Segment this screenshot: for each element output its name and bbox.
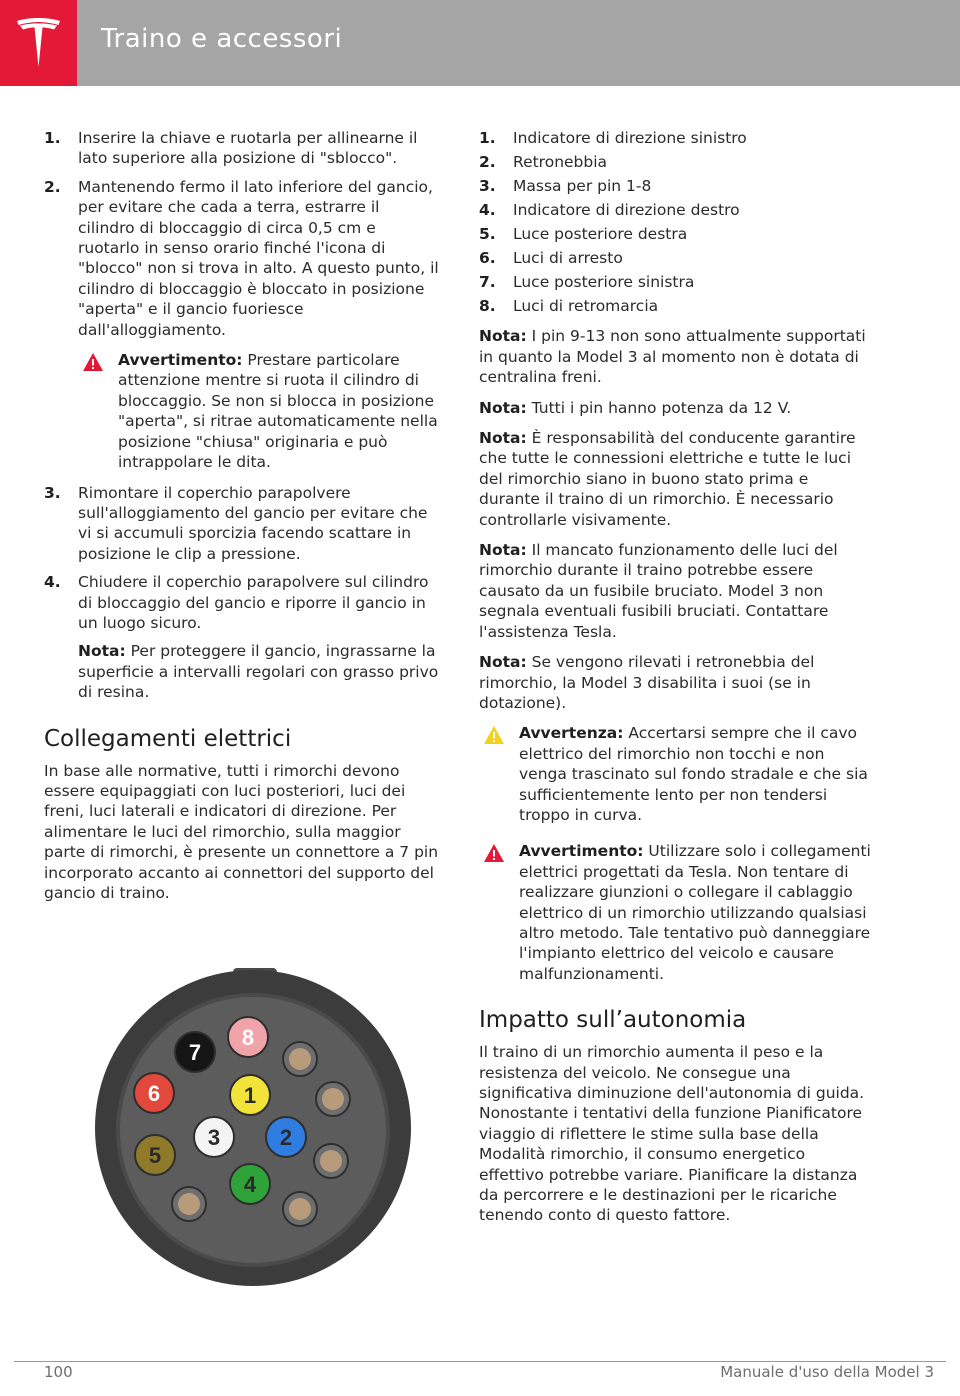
pin-number: 7. bbox=[479, 273, 496, 291]
pin-list-item bbox=[479, 128, 874, 148]
note-label: Nota: bbox=[78, 642, 126, 661]
pin-description: Retronebbia bbox=[513, 153, 608, 171]
step-number: 2. bbox=[44, 177, 61, 196]
note-text: Tutti i pin hanno potenza da 12 V. bbox=[526, 398, 792, 417]
page-header bbox=[0, 0, 960, 86]
warning-triangle-icon bbox=[483, 843, 505, 863]
step-text: Rimontare il coperchio parapolvere sull'alloggiamento del gancio per evitare che vi si accumuli sporcizia facendo scattare in posizione le clip a pressione. bbox=[78, 483, 428, 563]
note-text: Se vengono rilevati i retronebbia del rimorchio, la Model 3 disabilita i suoi (se in dotazione). bbox=[479, 653, 815, 712]
pin-description: Indicatore di direzione destro bbox=[513, 201, 740, 219]
pin-number: 8. bbox=[479, 297, 496, 315]
manual-title: Manuale d'uso della Model 3 bbox=[720, 1363, 934, 1381]
pin-label: 7 bbox=[188, 1040, 202, 1065]
step-number: 1. bbox=[44, 129, 61, 147]
pin-list-item bbox=[479, 272, 874, 292]
pin-list-item bbox=[479, 200, 874, 220]
pin-number: 2. bbox=[479, 153, 496, 171]
pin-3 bbox=[194, 1117, 234, 1157]
pin-label: 4 bbox=[243, 1172, 257, 1197]
step-text: Inserire la chiave e ruotarla per allinearne il lato superiore alla posizione di "sblocco". bbox=[78, 129, 418, 168]
caution-notice bbox=[479, 723, 874, 825]
page-number: 100 bbox=[44, 1363, 73, 1381]
warning-triangle-icon bbox=[82, 352, 104, 372]
pin-7 bbox=[175, 1032, 215, 1072]
note-blown-fuse bbox=[479, 540, 874, 642]
empty-pin-contact bbox=[289, 1198, 311, 1220]
footer-divider bbox=[14, 1361, 946, 1362]
note-label: Nota: bbox=[479, 429, 527, 448]
warning-notice bbox=[479, 841, 874, 984]
step-item bbox=[44, 128, 440, 169]
caution-label: Avvertenza: bbox=[519, 724, 624, 743]
pin-label: 2 bbox=[279, 1125, 293, 1150]
pin-label: 8 bbox=[241, 1025, 255, 1050]
pin-list-item bbox=[479, 296, 874, 316]
pin-label: 6 bbox=[147, 1081, 161, 1106]
note-text: I pin 9-13 non sono attualmente supportati in quanto la Model 3 al momento non è dotata di centralina freni. bbox=[479, 327, 866, 387]
note-label: Nota: bbox=[479, 398, 527, 417]
tesla-logo-icon bbox=[15, 17, 62, 69]
pin-8 bbox=[228, 1017, 268, 1057]
warning-label: Avvertimento: bbox=[519, 842, 644, 861]
pin-description: Luce posteriore destra bbox=[513, 225, 688, 243]
empty-pin bbox=[314, 1144, 348, 1178]
pin-4 bbox=[230, 1164, 270, 1204]
empty-pin bbox=[283, 1192, 317, 1226]
note-label: Nota: bbox=[479, 541, 527, 560]
warning-notice bbox=[78, 350, 440, 472]
empty-pin bbox=[172, 1187, 206, 1221]
note-text: Il mancato funzionamento delle luci del rimorchio durante il traino potrebbe essere causato da un fusibile bruciato. Model 3 non segnala eventuali fusibili bruciati. Contattare l'assistenza Tesla. bbox=[479, 541, 838, 641]
note-grease bbox=[44, 641, 440, 702]
pin-number: 4. bbox=[479, 201, 496, 219]
note-label: Nota: bbox=[479, 327, 527, 346]
caution-triangle-icon bbox=[483, 725, 505, 745]
empty-pin bbox=[283, 1042, 317, 1076]
brand-logo-box bbox=[0, 0, 77, 86]
section-body-electrical: In base alle normative, tutti i rimorchi devono essere equipaggiati con luci posteriori, luci dei freni, luci laterali e indicatori di direzione. Per alimentare le luci del rimorchio, sulla maggior parte di rimorchi, è presente un connettore a 7 pin incorporato accanto ai connettori del supporto del gancio di traino. bbox=[44, 761, 439, 902]
pin-list-item bbox=[479, 152, 874, 172]
step-item bbox=[44, 483, 440, 565]
pin-6 bbox=[134, 1073, 174, 1113]
pin-description: Indicatore di direzione sinistro bbox=[513, 129, 747, 147]
section-title-electrical: Collegamenti elettrici bbox=[44, 725, 292, 752]
pin-description: Luci di arresto bbox=[513, 249, 623, 267]
pin-number: 3. bbox=[479, 177, 496, 195]
step-number: 3. bbox=[44, 483, 61, 502]
note-text: È responsabilità del conducente garantire che tutte le connessioni elettriche e tutte le luci del rimorchio siano in buono stato prima e durante il traino di un rimorchio. È necessario controllarle visivamente. bbox=[479, 429, 856, 529]
page-title: Traino e accessori bbox=[101, 24, 343, 54]
connector-diagram bbox=[93, 968, 413, 1288]
pin-label: 5 bbox=[148, 1143, 162, 1168]
pin-number: 5. bbox=[479, 225, 496, 243]
empty-pin-contact bbox=[289, 1048, 311, 1070]
pin-label: 3 bbox=[207, 1125, 221, 1150]
pin-label: 1 bbox=[243, 1083, 257, 1108]
note-fog-lights bbox=[479, 652, 874, 713]
pin-description: Luci di retromarcia bbox=[513, 297, 659, 315]
warning-text: Utilizzare solo i collegamenti elettrici progettati da Tesla. Non tentare di realizzare giunzioni o collegare il cablaggio elettrico di un rimorchio utilizzando qualsiasi altro metodo. Tale tentativo può danneggiare l'impianto elettrico del veicolo e causare malfunzionamenti. bbox=[519, 842, 871, 983]
warning-text: Prestare particolare attenzione mentre si ruota il cilindro di bloccaggio. Se non si blocca in posizione "aperta", si ritrae automaticamente nella posizione "chiusa" originaria e può intrappolare le dita. bbox=[118, 351, 438, 472]
left-column bbox=[44, 128, 440, 903]
note-pin-voltage bbox=[479, 398, 874, 418]
pin-list-item bbox=[479, 224, 874, 244]
caution-text: Accertarsi sempre che il cavo elettrico del rimorchio non tocchi e non venga trascinato sul fondo stradale e che sia sufficientemente lento per non tendersi troppo in curva. bbox=[519, 724, 868, 824]
section-body-range: Il traino di un rimorchio aumenta il peso e la resistenza del veicolo. Ne consegue una significativa diminuzione dell'autonomia di guida. Nonostante i tentativi della funzione Pianificatore viaggio di riflettere le stime sulla base della Modalità rimorchio, il consumo energetico effettivo potrebbe variare. Pianificare la distanza da percorrere e le destinazioni per le ricariche tenendo conto di questo fattore. bbox=[479, 1043, 865, 1225]
pin-number: 1. bbox=[479, 129, 496, 147]
pin-description: Luce posteriore sinistra bbox=[513, 273, 695, 291]
note-driver-responsibility bbox=[479, 428, 874, 530]
warning-label: Avvertimento: bbox=[118, 351, 243, 370]
empty-pin-contact bbox=[178, 1193, 200, 1215]
empty-pin bbox=[316, 1082, 350, 1116]
pin-list-item bbox=[479, 176, 874, 196]
pin-number: 6. bbox=[479, 249, 496, 267]
step-text: Chiudere il coperchio parapolvere sul cilindro di bloccaggio del gancio e riporre il gancio in un luogo sicuro. bbox=[78, 573, 429, 632]
note-label: Nota: bbox=[479, 653, 527, 672]
pin-2 bbox=[266, 1117, 306, 1157]
section-title-range: Impatto sull’autonomia bbox=[479, 1007, 747, 1034]
step-number: 4. bbox=[44, 573, 61, 592]
pin-1 bbox=[230, 1075, 270, 1115]
note-pins-unsupported bbox=[479, 326, 874, 387]
note-text: Per proteggere il gancio, ingrassarne la superficie a intervalli regolari con grasso privo di resina. bbox=[78, 642, 439, 702]
step-item bbox=[44, 572, 440, 633]
step-text: Mantenendo fermo il lato inferiore del gancio, per evitare che cada a terra, estrarre il cilindro di bloccaggio di circa 0,5 cm e ruotarlo in senso orario finché l'icona di "blocco" non si trova in alto. A questo punto, il cilindro di bloccaggio è bloccato in posizione "aperta" e il gancio fuoriesce dall'alloggiamento. bbox=[78, 177, 439, 339]
pin-list-item bbox=[479, 248, 874, 268]
right-column bbox=[479, 128, 874, 1226]
step-item bbox=[44, 177, 440, 340]
pin-description: Massa per pin 1-8 bbox=[513, 177, 652, 195]
empty-pin-contact bbox=[320, 1150, 342, 1172]
pin-5 bbox=[135, 1135, 175, 1175]
empty-pin-contact bbox=[322, 1088, 344, 1110]
